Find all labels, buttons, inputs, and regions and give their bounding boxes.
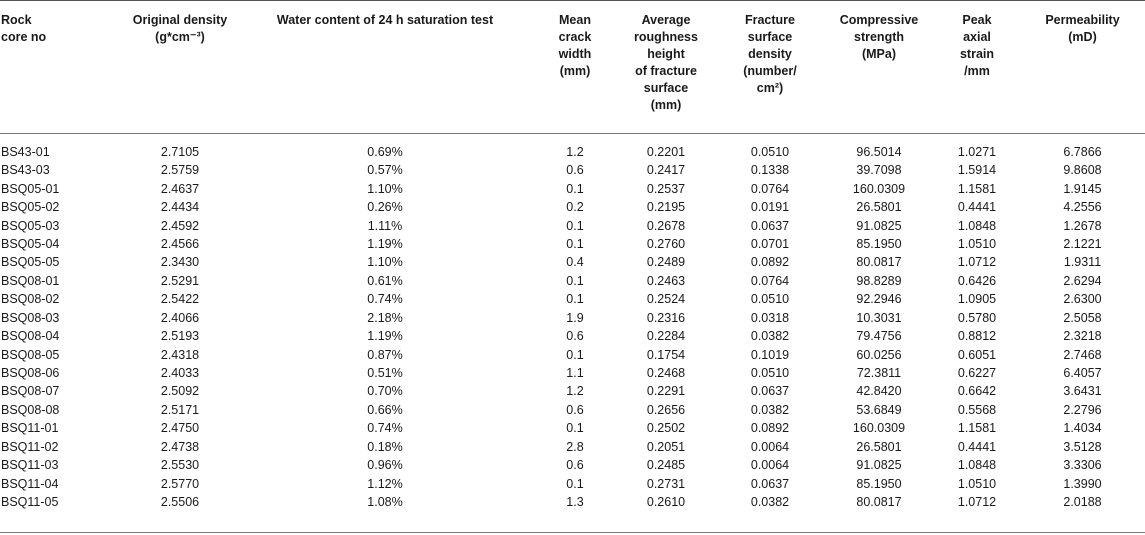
cell-compressive-strength: 96.5014 <box>856 145 902 159</box>
cell-fracture-surface-density: 0.0764 <box>750 273 790 288</box>
cell-water-content: 0.51% <box>367 366 403 381</box>
cell-original-density: 2.5506 <box>160 495 200 510</box>
cell-permeability: 9.8608 <box>1063 163 1102 178</box>
cell-compressive-strength: 26.5801 <box>856 200 902 215</box>
cell-compressive-strength: 98.8289 <box>856 273 902 288</box>
cell-compressive-strength: 39.7098 <box>856 163 902 178</box>
table-bottom-rule <box>0 532 1145 533</box>
cell-permeability: 2.5058 <box>1063 310 1102 325</box>
cell-mean-crack-width: 0.6 <box>566 329 584 344</box>
cell-mean-crack-width: 1.3 <box>566 495 584 510</box>
cell-permeability: 4.2556 <box>1063 200 1102 215</box>
table-row <box>0 161 1145 179</box>
cell-permeability: 1.9145 <box>1063 181 1102 196</box>
header-line: Compressive <box>839 13 919 27</box>
cell-compressive-strength: 91.0825 <box>856 218 902 233</box>
header-line: (mm) <box>650 98 682 112</box>
header-line: (MPa) <box>861 47 897 61</box>
cell-permeability: 2.2796 <box>1063 402 1102 417</box>
cell-average-roughness-height: 0.2284 <box>646 329 686 344</box>
cell-average-roughness-height: 0.2610 <box>646 495 686 510</box>
cell-permeability: 2.0188 <box>1063 495 1102 510</box>
cell-average-roughness-height: 0.2678 <box>646 218 686 233</box>
header-line: (mD) <box>1068 30 1097 44</box>
table-row <box>0 493 1145 511</box>
cell-average-roughness-height: 0.2463 <box>646 273 686 288</box>
cell-mean-crack-width: 0.2 <box>566 200 584 215</box>
cell-original-density: 2.5193 <box>160 329 200 344</box>
cell-original-density: 2.4637 <box>160 181 200 196</box>
table-row <box>0 327 1145 345</box>
cell-compressive-strength: 92.2946 <box>856 292 902 307</box>
table-row <box>0 364 1145 382</box>
cell-mean-crack-width: 0.1 <box>566 218 584 233</box>
cell-rock-core-no: BSQ08-01 <box>1 273 60 288</box>
cell-water-content: 0.57% <box>367 163 403 178</box>
cell-water-content: 1.10% <box>367 181 403 196</box>
cell-peak-axial-strain: 0.5568 <box>957 402 997 417</box>
header-line: Peak <box>962 13 992 27</box>
cell-mean-crack-width: 1.1 <box>566 366 584 381</box>
header-peak-axial-strain <box>934 1 1020 134</box>
cell-original-density: 2.5770 <box>160 476 200 491</box>
header-line: strain <box>959 47 995 61</box>
cell-rock-core-no: BSQ08-07 <box>1 384 60 399</box>
cell-mean-crack-width: 1.2 <box>566 384 584 399</box>
cell-average-roughness-height: 0.1754 <box>646 347 686 362</box>
cell-water-content: 1.12% <box>367 476 403 491</box>
cell-peak-axial-strain: 0.4441 <box>957 200 997 215</box>
cell-average-roughness-height: 0.2417 <box>646 163 686 178</box>
header-line: surface <box>643 81 689 95</box>
cell-fracture-surface-density: 0.0064 <box>750 439 790 454</box>
cell-peak-axial-strain: 0.6642 <box>957 384 997 399</box>
cell-water-content: 0.61% <box>367 273 403 288</box>
header-line: core no <box>1 30 47 44</box>
table-row <box>0 216 1145 234</box>
cell-mean-crack-width: 0.1 <box>566 476 584 491</box>
header-line: Rock <box>1 13 32 27</box>
cell-original-density: 2.5092 <box>160 384 200 399</box>
table-header <box>0 1 1145 134</box>
cell-original-density: 2.4066 <box>160 310 200 325</box>
cell-mean-crack-width: 0.1 <box>566 292 584 307</box>
header-line: Permeability <box>1045 13 1120 27</box>
table-row <box>0 272 1145 290</box>
cell-fracture-surface-density: 0.0382 <box>750 329 790 344</box>
cell-permeability: 3.3306 <box>1063 458 1102 473</box>
cell-fracture-surface-density: 0.0892 <box>750 255 790 270</box>
table-row <box>0 179 1145 197</box>
cell-compressive-strength: 85.1950 <box>856 476 902 491</box>
cell-rock-core-no: BS43-01 <box>1 145 50 159</box>
cell-mean-crack-width: 0.1 <box>566 273 584 288</box>
cell-average-roughness-height: 0.2468 <box>646 366 686 381</box>
header-line: /mm <box>964 64 990 78</box>
header-line: (g*cm⁻³) <box>155 30 205 44</box>
cell-original-density: 2.5422 <box>160 292 200 307</box>
cell-fracture-surface-density: 0.0510 <box>750 366 790 381</box>
cell-mean-crack-width: 0.6 <box>566 402 584 417</box>
cell-rock-core-no: BSQ11-01 <box>1 421 59 436</box>
cell-average-roughness-height: 0.2537 <box>646 181 686 196</box>
cell-fracture-surface-density: 0.0637 <box>750 476 790 491</box>
cell-rock-core-no: BS43-03 <box>1 163 50 178</box>
cell-compressive-strength: 85.1950 <box>856 236 902 251</box>
cell-average-roughness-height: 0.2051 <box>646 439 686 454</box>
cell-average-roughness-height: 0.2316 <box>646 310 686 325</box>
table-body <box>0 134 1145 512</box>
cell-rock-core-no: BSQ11-04 <box>1 476 59 491</box>
table-row <box>0 438 1145 456</box>
cell-peak-axial-strain: 1.0510 <box>957 476 997 491</box>
header-fracture-surface-density <box>716 1 824 134</box>
cell-permeability: 3.6431 <box>1063 384 1102 399</box>
cell-original-density: 2.5291 <box>160 273 200 288</box>
cell-average-roughness-height: 0.2524 <box>646 292 686 307</box>
cell-water-content: 1.11% <box>367 218 403 233</box>
cell-fracture-surface-density: 0.0510 <box>750 145 790 159</box>
cell-average-roughness-height: 0.2731 <box>646 476 686 491</box>
cell-compressive-strength: 60.0256 <box>856 347 902 362</box>
cell-water-content: 1.08% <box>367 495 403 510</box>
header-original-density <box>124 1 236 134</box>
cell-water-content: 0.96% <box>367 458 403 473</box>
header-row <box>0 1 1145 134</box>
header-line: density <box>748 47 792 61</box>
cell-water-content: 0.26% <box>367 200 403 215</box>
cell-original-density: 2.4566 <box>160 236 200 251</box>
header-line: strength <box>854 30 904 44</box>
table-row <box>0 419 1145 437</box>
cell-original-density: 2.4592 <box>160 218 200 233</box>
cell-fracture-surface-density: 0.0510 <box>750 292 790 307</box>
cell-rock-core-no: BSQ08-06 <box>1 366 60 381</box>
cell-fracture-surface-density: 0.0382 <box>750 495 790 510</box>
cell-permeability: 1.9311 <box>1063 255 1102 270</box>
header-line: Mean <box>559 13 591 27</box>
cell-compressive-strength: 79.4756 <box>856 329 902 344</box>
cell-compressive-strength: 10.3031 <box>856 310 902 325</box>
cell-permeability: 2.3218 <box>1063 329 1102 344</box>
cell-original-density: 2.7105 <box>160 145 200 159</box>
header-line: roughness <box>634 30 698 44</box>
cell-rock-core-no: BSQ05-03 <box>1 218 60 233</box>
cell-original-density: 2.5171 <box>160 402 200 417</box>
cell-fracture-surface-density: 0.0382 <box>750 402 790 417</box>
table-row <box>0 382 1145 400</box>
cell-average-roughness-height: 0.2485 <box>646 458 686 473</box>
header-line: Fracture <box>744 13 796 27</box>
cell-fracture-surface-density: 0.0064 <box>750 458 790 473</box>
table-row <box>0 345 1145 363</box>
cell-rock-core-no: BSQ08-02 <box>1 292 60 307</box>
cell-compressive-strength: 160.0309 <box>852 181 906 196</box>
cell-fracture-surface-density: 0.0637 <box>750 218 790 233</box>
header-permeability <box>1020 1 1145 134</box>
table-row <box>0 309 1145 327</box>
header-line: height <box>647 47 685 61</box>
table-row <box>0 235 1145 253</box>
cell-peak-axial-strain: 0.8812 <box>957 329 997 344</box>
cell-rock-core-no: BSQ08-08 <box>1 402 60 417</box>
cell-average-roughness-height: 0.2502 <box>646 421 686 436</box>
cell-permeability: 2.6300 <box>1063 292 1102 307</box>
cell-average-roughness-height: 0.2195 <box>646 200 686 215</box>
cell-permeability: 6.7866 <box>1063 145 1102 159</box>
cell-permeability: 3.5128 <box>1063 439 1102 454</box>
header-compressive-strength <box>824 1 934 134</box>
header-line: cm²) <box>756 81 784 95</box>
cell-rock-core-no: BSQ08-03 <box>1 310 60 325</box>
cell-mean-crack-width: 0.4 <box>566 255 584 270</box>
cell-water-content: 1.10% <box>367 255 403 270</box>
header-line: (mm) <box>559 64 591 78</box>
cell-compressive-strength: 72.3811 <box>856 366 902 381</box>
cell-mean-crack-width: 0.1 <box>566 236 584 251</box>
cell-peak-axial-strain: 0.6051 <box>957 347 997 362</box>
cell-rock-core-no: BSQ05-01 <box>1 181 60 196</box>
cell-rock-core-no: BSQ11-05 <box>1 495 59 510</box>
header-average-roughness-height <box>616 1 716 134</box>
cell-mean-crack-width: 1.2 <box>566 145 584 159</box>
cell-water-content: 1.19% <box>367 329 403 344</box>
cell-rock-core-no: BSQ05-05 <box>1 255 60 270</box>
cell-permeability: 2.6294 <box>1063 273 1102 288</box>
header-line: Average <box>641 13 691 27</box>
cell-water-content: 2.18% <box>367 310 403 325</box>
cell-original-density: 2.5759 <box>160 163 200 178</box>
cell-original-density: 2.5530 <box>160 458 200 473</box>
cell-rock-core-no: BSQ11-03 <box>1 458 59 473</box>
cell-fracture-surface-density: 0.1019 <box>750 347 790 362</box>
cell-water-content: 0.18% <box>367 439 403 454</box>
table-row <box>0 401 1145 419</box>
cell-peak-axial-strain: 1.0510 <box>957 236 997 251</box>
cell-water-content: 0.74% <box>367 292 403 307</box>
header-line: width <box>558 47 592 61</box>
table-row <box>0 198 1145 216</box>
cell-peak-axial-strain: 1.0905 <box>957 292 997 307</box>
header-rock-core-no <box>0 1 124 134</box>
table-row <box>0 134 1145 162</box>
header-line: axial <box>963 30 991 44</box>
header-line: surface <box>747 30 793 44</box>
cell-compressive-strength: 160.0309 <box>852 421 906 436</box>
cell-mean-crack-width: 0.6 <box>566 163 584 178</box>
cell-fracture-surface-density: 0.0892 <box>750 421 790 436</box>
cell-fracture-surface-density: 0.0764 <box>750 181 790 196</box>
cell-mean-crack-width: 0.1 <box>566 421 584 436</box>
cell-permeability: 1.3990 <box>1063 476 1102 491</box>
cell-water-content: 0.70% <box>367 384 403 399</box>
header-mean-crack-width <box>534 1 616 134</box>
cell-rock-core-no: BSQ05-02 <box>1 200 60 215</box>
cell-rock-core-no: BSQ11-02 <box>1 439 59 454</box>
cell-peak-axial-strain: 1.0712 <box>957 255 997 270</box>
cell-compressive-strength: 53.6849 <box>856 402 902 417</box>
cell-fracture-surface-density: 0.0701 <box>750 236 790 251</box>
cell-fracture-surface-density: 0.1338 <box>750 163 790 178</box>
table-row <box>0 253 1145 271</box>
cell-peak-axial-strain: 1.0848 <box>957 458 997 473</box>
cell-original-density: 2.4033 <box>160 366 200 381</box>
cell-peak-axial-strain: 1.0712 <box>957 495 997 510</box>
cell-original-density: 2.3430 <box>160 255 200 270</box>
table-row <box>0 474 1145 492</box>
cell-average-roughness-height: 0.2760 <box>646 236 686 251</box>
cell-compressive-strength: 91.0825 <box>856 458 902 473</box>
cell-compressive-strength: 42.8420 <box>856 384 902 399</box>
header-line: (number/ <box>743 64 797 78</box>
cell-fracture-surface-density: 0.0318 <box>750 310 790 325</box>
cell-mean-crack-width: 1.9 <box>566 310 584 325</box>
header-water-content <box>236 1 534 134</box>
table-row <box>0 290 1145 308</box>
cell-compressive-strength: 80.0817 <box>856 495 902 510</box>
cell-mean-crack-width: 0.1 <box>566 181 584 196</box>
cell-water-content: 1.19% <box>367 236 403 251</box>
cell-average-roughness-height: 0.2291 <box>646 384 686 399</box>
header-line: Original density <box>132 13 228 27</box>
cell-peak-axial-strain: 1.1581 <box>957 421 997 436</box>
cell-water-content: 0.69% <box>367 145 403 159</box>
cell-mean-crack-width: 0.1 <box>566 347 584 362</box>
header-line: crack <box>558 30 592 44</box>
cell-average-roughness-height: 0.2201 <box>646 145 686 159</box>
cell-compressive-strength: 26.5801 <box>856 439 902 454</box>
cell-average-roughness-height: 0.2656 <box>646 402 686 417</box>
cell-peak-axial-strain: 1.1581 <box>957 181 997 196</box>
cell-rock-core-no: BSQ05-04 <box>1 236 60 251</box>
header-line: Water content of 24 h saturation test <box>276 13 494 27</box>
cell-permeability: 2.1221 <box>1063 236 1102 251</box>
cell-peak-axial-strain: 0.6426 <box>957 273 997 288</box>
cell-permeability: 1.2678 <box>1063 218 1102 233</box>
cell-rock-core-no: BSQ08-04 <box>1 329 60 344</box>
cell-peak-axial-strain: 1.0271 <box>957 145 997 159</box>
cell-peak-axial-strain: 0.5780 <box>957 310 997 325</box>
cell-peak-axial-strain: 1.0848 <box>957 218 997 233</box>
header-line: of fracture <box>635 64 697 78</box>
cell-compressive-strength: 80.0817 <box>856 255 902 270</box>
cell-peak-axial-strain: 0.6227 <box>957 366 997 381</box>
cell-peak-axial-strain: 1.5914 <box>957 163 997 178</box>
cell-water-content: 0.74% <box>367 421 403 436</box>
cell-original-density: 2.4318 <box>160 347 200 362</box>
cell-water-content: 0.66% <box>367 402 403 417</box>
table-row <box>0 456 1145 474</box>
cell-rock-core-no: BSQ08-05 <box>1 347 60 362</box>
cell-permeability: 1.4034 <box>1063 421 1102 436</box>
cell-original-density: 2.4434 <box>160 200 200 215</box>
cell-peak-axial-strain: 0.4441 <box>957 439 997 454</box>
cell-mean-crack-width: 2.8 <box>566 439 584 454</box>
cell-average-roughness-height: 0.2489 <box>646 255 686 270</box>
cell-fracture-surface-density: 0.0191 <box>750 200 790 215</box>
cell-mean-crack-width: 0.6 <box>566 458 584 473</box>
cell-fracture-surface-density: 0.0637 <box>750 384 790 399</box>
cell-permeability: 2.7468 <box>1063 347 1102 362</box>
cell-water-content: 0.87% <box>367 347 403 362</box>
cell-original-density: 2.4750 <box>160 421 200 436</box>
cell-permeability: 6.4057 <box>1063 366 1102 381</box>
cell-original-density: 2.4738 <box>160 439 200 454</box>
